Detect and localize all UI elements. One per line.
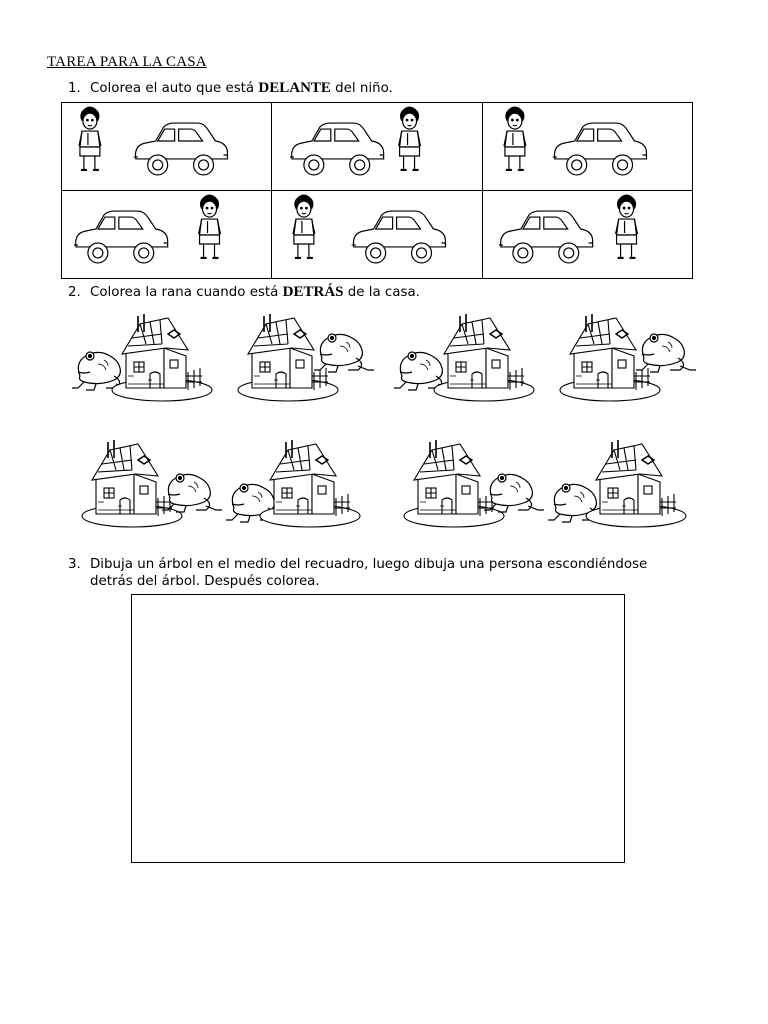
frog-icon [636,334,696,372]
scene-house-frog [560,314,696,401]
house-icon [82,440,182,527]
boy-icon [615,195,637,258]
scene-house-frog [82,440,222,527]
instruction-3 [68,556,647,590]
house-icon [260,440,360,527]
car-boy-illustration [272,103,481,190]
boy-car-illustration [62,103,271,190]
scene-frog-house [72,314,212,401]
instruction-1 [68,80,393,97]
scene-frog-house [226,440,360,527]
scene-frog-house [548,440,686,527]
car-boy-illustration [483,191,692,278]
car-boy-illustration [62,191,271,278]
house-icon [112,314,212,401]
page-title: TAREA PARA LA CASA [47,54,207,70]
instruction-keyword: DETRÁS [282,284,344,300]
drawing-box[interactable] [131,594,625,863]
instruction-2 [68,284,420,301]
frog-scenes-row-1 [66,308,702,408]
grid-row [62,191,693,279]
frog-icon [484,474,544,512]
boy-icon [399,107,421,170]
car-icon [74,211,168,263]
instruction-text: Colorea la rana cuando está [90,285,283,300]
car-icon [290,123,384,175]
grid-row [62,103,693,191]
grid-cell[interactable] [482,191,692,279]
frog-scenes-row-2 [66,434,702,534]
scene-house-frog [404,440,544,527]
boy-car-illustration [272,191,481,278]
boy-icon [199,195,221,258]
instruction-text: de la casa. [343,285,420,300]
car-icon [134,123,228,175]
car-icon [552,123,646,175]
car-icon [352,211,446,263]
house-icon [586,440,686,527]
scene-house-frog [238,314,374,401]
frog-house-row-illustration [66,434,702,534]
house-icon [404,440,504,527]
boy-icon [293,195,315,258]
boy-car-illustration [483,103,692,190]
house-icon [434,314,534,401]
boy-icon [79,107,101,170]
frog-icon [162,474,222,512]
instruction-text: Colorea el auto que está [90,81,259,96]
grid-cell[interactable] [482,103,692,191]
instruction-text-continued: detrás del árbol. Después colorea. [90,574,320,589]
frog-house-row-illustration [66,308,702,408]
instruction-number: 2. [68,285,81,300]
boy-icon [504,107,526,170]
grid-cell[interactable] [272,103,482,191]
grid-cell[interactable] [62,103,272,191]
instruction-text: del niño. [330,81,393,96]
instruction-number: 1. [68,81,81,96]
grid-cell[interactable] [272,191,482,279]
frog-icon [314,334,374,372]
instruction-text: Dibuja un árbol en el medio del recuadro, luego dibuja una persona escondiéndose [90,557,648,572]
grid-cell[interactable] [62,191,272,279]
instruction-number: 3. [68,557,81,572]
scene-frog-house [394,314,534,401]
car-boy-grid [61,102,693,279]
car-icon [499,211,593,263]
instruction-keyword: DELANTE [258,80,331,96]
